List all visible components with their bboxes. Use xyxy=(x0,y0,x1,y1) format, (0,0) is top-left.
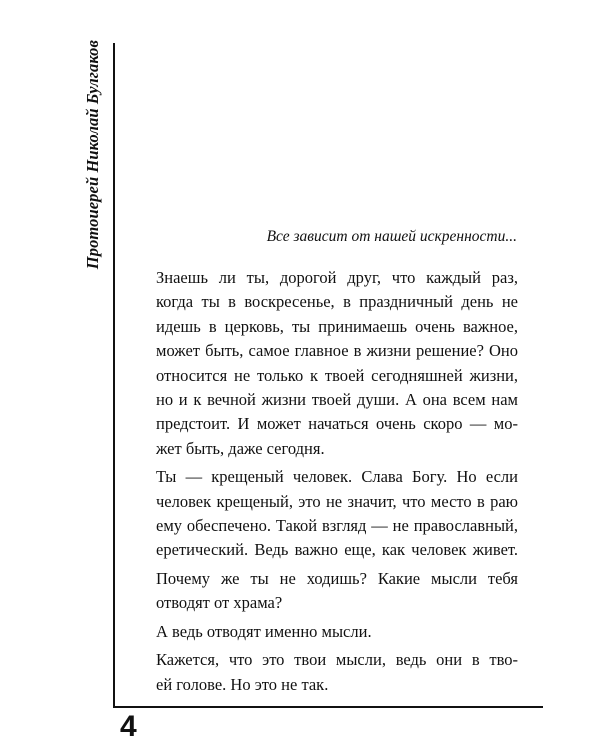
text-line: ей голове. Но это не так. xyxy=(156,674,329,694)
margin-rule-horizontal xyxy=(113,706,543,708)
text-line: человек крещеный, это не значит, что место в раю xyxy=(156,491,518,511)
paragraph-4 xyxy=(140,620,518,644)
page-number: 4 xyxy=(120,710,137,743)
text-line: когда ты в воскресенье, в праздничный день не xyxy=(156,292,518,312)
text-line: А ведь отводят именно мысли. xyxy=(156,621,372,641)
running-head: Протоиерей Николай Булгаков xyxy=(83,40,102,270)
epigraph: Все зависит от нашей искренности... xyxy=(266,228,517,245)
paragraph-5 xyxy=(140,648,518,697)
text-line: Знаешь ли ты, дорогой друг, что каждый раз, xyxy=(156,268,518,287)
text-line: еретический. Ведь важно еще, как человек живет. xyxy=(156,540,518,560)
text-line: Почему же ты не ходишь? Какие мысли тебя xyxy=(156,568,518,588)
text-line: ему обеспечено. Такой взгляд — не православный, xyxy=(156,516,518,536)
text-line: предстоит. И может начаться очень скоро — мо- xyxy=(156,414,518,434)
text-line: идешь в церковь, ты принимаешь очень важное, xyxy=(156,316,518,336)
text-line: жет быть, даже сегодня. xyxy=(156,438,325,458)
text-line: относится не только к твоей сегодняшней жизни, xyxy=(156,365,518,385)
text-line: Кажется, что это твои мысли, ведь они в тво- xyxy=(156,650,518,670)
text-line: отводят от храма? xyxy=(156,593,283,613)
paragraph-2 xyxy=(140,465,518,563)
text-line: может быть, самое главное в жизни решение? Оно xyxy=(156,341,518,361)
paragraph-1 xyxy=(140,266,518,461)
text-line: но и к вечной жизни твоей души. А она всем нам xyxy=(156,390,518,410)
body-text xyxy=(140,266,518,701)
paragraph-3 xyxy=(140,567,518,616)
text-line: Ты — крещеный человек. Слава Богу. Но если xyxy=(156,467,518,487)
margin-rule-vertical xyxy=(113,43,115,708)
